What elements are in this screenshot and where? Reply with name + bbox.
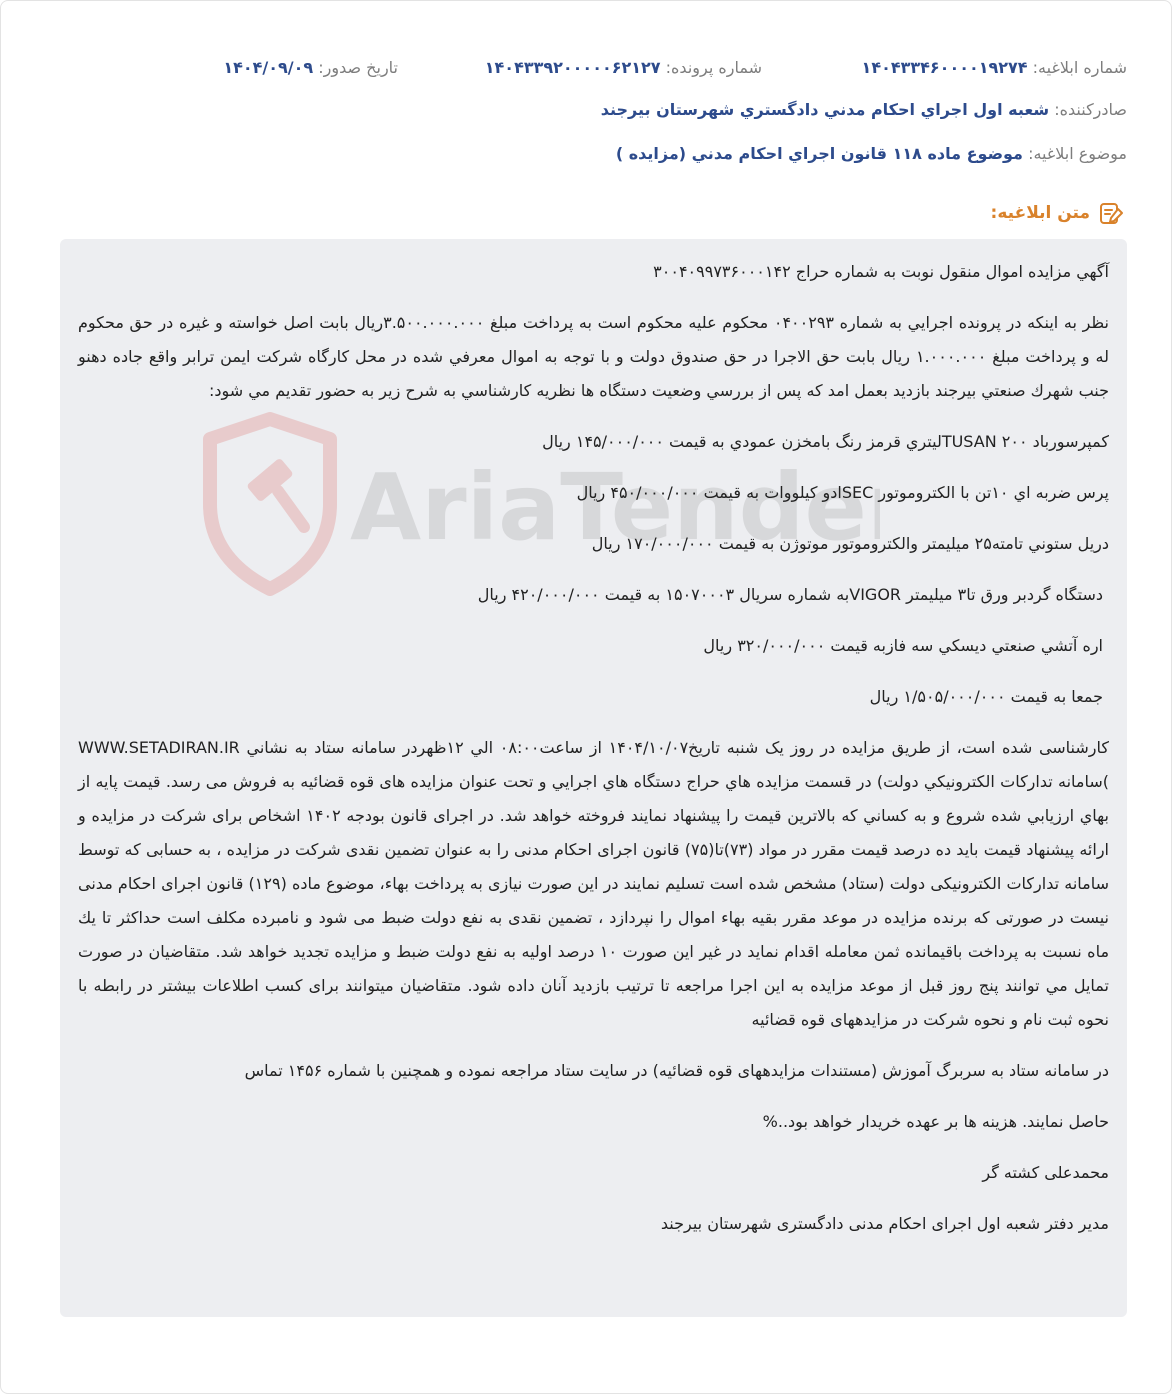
notice-number xyxy=(862,58,1127,77)
notice-subject xyxy=(616,144,1127,163)
list-item: کمپرسورباد TUSAN ۲۰۰ليتري قرمز رنگ بامخزن عمودي به قيمت ۱۴۵/۰۰۰/۰۰۰ ريال xyxy=(542,432,1109,451)
cost-text: حاصل نمايند. هزينه ها بر عهده خريدار خواهد بود..% xyxy=(762,1112,1109,1131)
notice-body-text: کارشناسی شده است، از طريق مزايده در روز یک شنبه تاريخ۱۴۰۴/۱۰/۰۷ از ساعت۰۸:۰۰ الي ۱۲ظهردر سامانه ستاد به نشاني WWW.SETADIRAN.IR )سامانه تدارکات الکترونيکي دولت) در قسمت مزايده هاي حراج دستگاه هاي اجرايي و تحت عنوان مزايده های قوه قضائيه به فروش می رسد. قيمت پايه از بهاي ارزيابي شده شروع و به کساني که بالاترين قيمت را پيشنهاد نمايند فروخته خواهد شد. در اجرای قانون بودجه ۱۴۰۲ اشخاص برای شرکت در مزايده و ارائه پيشنهاد قيمت بايد ده درصد قيمت مقرر در مواد (۷۳)تا(۷۵) قانون اجرای احکام مدنی را به عنوان تضمين نقدی شرکت در مزايده ، به حسابی که توسط سامانه تدارکات الکترونيکی دولت (ستاد) مشخص شده است تسليم نمايند در اين صورت نيازی به پرداخت بهاء، موضوع ماده (۱۲۹) قانون اجرای احکام مدنی نيست در صورتی که برنده مزايده در موعد مقرر بقيه بهاء اموال را نپردازد ، تضمين نقدی به نفع دولت ضبط می شود و نامبرده مکلف است حداکثر تا یك ماه نسبت به پرداخت باقیمانده ثمن معامله اقدام نماید در غیر این صورت ۱۰ درصد اولیه به نفع دولت ضبط و مزایده تجدید خواهد شد. متقاضيان در صورت تمايل مي توانند پنج روز قبل از موعد مزايده به اين اجرا مراجعه تا ترتيب بازديد آنان داده شود. متقاضيان ميتوانند برای کسب اطلاعات بيشتر در رابطه با نحوه ثبت نام و نحوه شرکت در مزايدههای قوه قضائيه xyxy=(78,738,1110,1029)
issue-date-label: تاريخ صدور: xyxy=(318,58,398,77)
contact-text: در سامانه ستاد به سربرگ آموزش (مستندات مزايدههای قوه قضائيه) در سايت ستاد مراجعه نموده و همچنين با شماره ۱۴۵۶ تماس xyxy=(244,1061,1109,1080)
issuer xyxy=(601,100,1127,119)
list-item: پرس ضربه اي ۱۰تن با الكتروموتور SECادو كيلووات به قيمت ۴۵۰/۰۰۰/۰۰۰ ريال xyxy=(576,483,1109,502)
issue-date-value: ۱۴۰۴/۰۹/۰۹ xyxy=(223,58,314,77)
case-number xyxy=(485,58,762,77)
notice-intro: نظر به اينکه در پرونده اجرايي به شماره ۰۴۰۰۲۹۳ محکوم عليه محکوم است به پرداخت مبلغ ۳.۵۰۰.۰۰۰.۰۰۰ريال بابت اصل خواسته و غيره در حق محکوم له و پرداخت مبلغ ۱.۰۰۰.۰۰۰ ريال بابت حق الاجرا در حق صندوق دولت و با توجه به اموال معرفي شده در محل کارگاه شرکت ايمن ترابر واقع جاده دهنو جنب شهرك صنعتي بيرجند بازديد بعمل امد كه پس از بررسي وضعيت دستگاه ها نظريه كارشناسي به شرح زير به حضور تقديم مي شود: xyxy=(78,313,1110,400)
total-value: جمعا به قيمت ۱/۵۰۵/۰۰۰/۰۰۰ ريال xyxy=(869,687,1103,706)
section-heading xyxy=(991,200,1124,226)
notice-content xyxy=(78,255,1109,1258)
watermark-text: AriaTende xyxy=(350,454,867,561)
signer-title: مدير دفتر شعبه اول اجرای احکام مدنی دادگستری شهرستان بيرجند xyxy=(660,1214,1109,1233)
list-item: دستگاه گردبر ورق تا۳ ميليمتر VIGORبه شماره سريال ۱۵۰۷۰۰۰۳ به قيمت ۴۲۰/۰۰۰/۰۰۰ ريال xyxy=(477,585,1103,604)
document-pen-icon xyxy=(1098,200,1124,226)
notice-number-label: شماره ابلاغيه: xyxy=(1032,58,1127,77)
issuer-value: شعبه اول اجراي احکام مدني دادگستري شهرستان بيرجند xyxy=(600,100,1050,119)
notice-subject-value: موضوع ماده ۱۱۸ قانون اجراي احکام مدني (مزايده ) xyxy=(615,144,1023,163)
case-number-label: شماره پرونده: xyxy=(665,58,762,77)
list-item: دريل ستوني تامته۲۵ ميليمتر والكتروموتور موتوژن به قيمت ۱۷۰/۰۰۰/۰۰۰ ريال xyxy=(591,534,1109,553)
notice-heading: آگهي مزايده اموال منقول نوبت به شماره حراج ۳۰۰۴۰۹۹۷۳۶۰۰۰۱۴۲ xyxy=(653,262,1109,281)
issue-date xyxy=(223,58,398,77)
notice-subject-label: موضوع ابلاغيه: xyxy=(1028,144,1127,163)
section-title: متن ابلاغيه: xyxy=(990,203,1090,223)
issuer-label: صادرکننده: xyxy=(1054,100,1127,119)
notice-body xyxy=(60,239,1127,1317)
signer-name: محمدعلی کشته گر xyxy=(982,1163,1109,1182)
notice-number-value: ۱۴۰۴۳۳۴۶۰۰۰۰۱۹۲۷۴ xyxy=(861,58,1028,77)
list-item: اره آتشي صنعتي ديسكي سه فازبه قيمت ۳۲۰/۰۰۰/۰۰۰ ريال xyxy=(703,636,1103,655)
case-number-value: ۱۴۰۴۳۳۹۲۰۰۰۰۰۶۲۱۲۷ xyxy=(484,58,661,77)
